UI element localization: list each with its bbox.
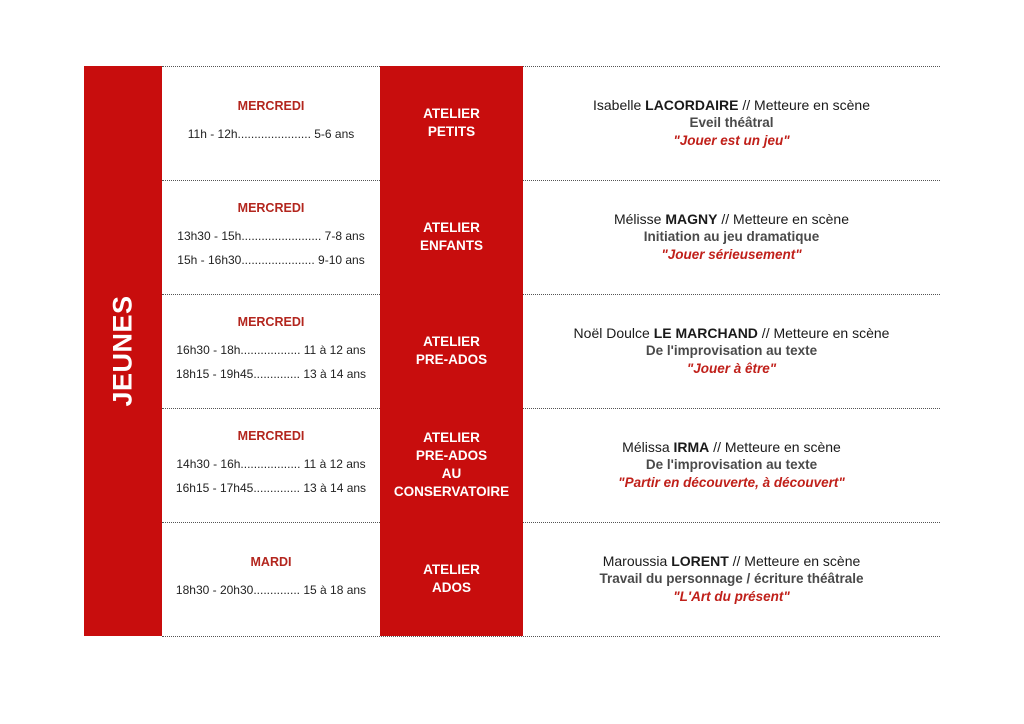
atelier-name: ATELIER PRE-ADOS AU CONSERVATOIRE (393, 430, 510, 499)
instructor-last-name: MAGNY (665, 211, 718, 227)
atelier-name: ATELIER ENFANTS (419, 220, 483, 253)
instructor-role: // Metteure en scène (709, 439, 841, 455)
instructor-first-name: Noël Doulce (573, 325, 654, 341)
instructor-line (574, 324, 890, 342)
instructor-line (614, 210, 849, 228)
day-label: MERCREDI (237, 201, 305, 215)
course-motto: "L'Art du présent" (673, 589, 790, 604)
description-cell (523, 294, 940, 408)
instructor-role: // Metteure en scène (757, 325, 890, 341)
course-motto: "Partir en découverte, à découvert" (618, 475, 845, 490)
row-separator (162, 636, 940, 637)
course-motto: "Jouer sérieusement" (661, 247, 802, 262)
course-title: De l'improvisation au texte (645, 343, 818, 358)
time-slot: 16h30 - 18h.................. 11 à 12 ans (176, 343, 366, 357)
instructor-last-name: IRMA (673, 439, 710, 455)
course-title: Eveil théâtral (689, 115, 774, 130)
day-label: MARDI (250, 555, 292, 569)
day-label: MERCREDI (237, 99, 305, 113)
day-label: MERCREDI (237, 315, 305, 329)
atelier-cell (380, 294, 523, 408)
description-cell (523, 66, 940, 180)
atelier-cell (380, 66, 523, 180)
course-motto: "Jouer est un jeu" (673, 133, 790, 148)
schedule-cell (162, 408, 380, 522)
instructor-last-name: LE MARCHAND (653, 325, 758, 341)
time-slot: 16h15 - 17h45.............. 13 à 14 ans (175, 481, 367, 495)
course-title: Initiation au jeu dramatique (643, 229, 820, 244)
time-slot: 15h - 16h30...................... 9-10 ans (177, 253, 365, 267)
atelier-name: ATELIER ADOS (423, 562, 480, 595)
instructor-line (622, 438, 841, 456)
instructor-first-name: Mélissa (622, 439, 674, 455)
atelier-cell (380, 180, 523, 294)
table-row (162, 408, 940, 522)
instructor-last-name: LACORDAIRE (645, 97, 739, 113)
category-label: JEUNES (107, 295, 138, 407)
atelier-cell (380, 408, 523, 522)
course-motto: "Jouer à être" (686, 361, 777, 376)
table-row (162, 66, 940, 180)
time-slot: 14h30 - 16h.................. 11 à 12 ans (176, 457, 366, 471)
table-row (162, 522, 940, 636)
table-row (162, 180, 940, 294)
description-cell (523, 522, 940, 636)
schedule-cell (162, 66, 380, 180)
category-band (84, 66, 162, 636)
schedule-cell (162, 294, 380, 408)
time-slot: 11h - 12h...................... 5-6 ans (187, 127, 355, 141)
course-title: Travail du personnage / écriture théâtrale (599, 571, 864, 586)
instructor-last-name: LORENT (671, 553, 729, 569)
day-label: MERCREDI (237, 429, 305, 443)
instructor-role: // Metteure en scène (717, 211, 849, 227)
atelier-name: ATELIER PETITS (423, 106, 480, 139)
time-slot: 18h30 - 20h30.............. 15 à 18 ans (175, 583, 367, 597)
instructor-role: // Metteure en scène (728, 553, 861, 569)
atelier-name: ATELIER PRE-ADOS (415, 334, 488, 367)
schedule-cell (162, 180, 380, 294)
description-cell (523, 180, 940, 294)
instructor-line (603, 552, 861, 570)
time-slot: 18h15 - 19h45.............. 13 à 14 ans (175, 367, 367, 381)
instructor-role: // Metteure en scène (738, 97, 871, 113)
instructor-first-name: Maroussia (602, 553, 672, 569)
time-slot: 13h30 - 15h........................ 7-8 ans (177, 229, 365, 243)
table-row (162, 294, 940, 408)
schedule-cell (162, 522, 380, 636)
instructor-first-name: Mélisse (613, 211, 666, 227)
description-cell (523, 408, 940, 522)
atelier-cell (380, 522, 523, 636)
course-title: De l'improvisation au texte (645, 457, 818, 472)
instructor-line (593, 96, 870, 114)
instructor-first-name: Isabelle (592, 97, 646, 113)
